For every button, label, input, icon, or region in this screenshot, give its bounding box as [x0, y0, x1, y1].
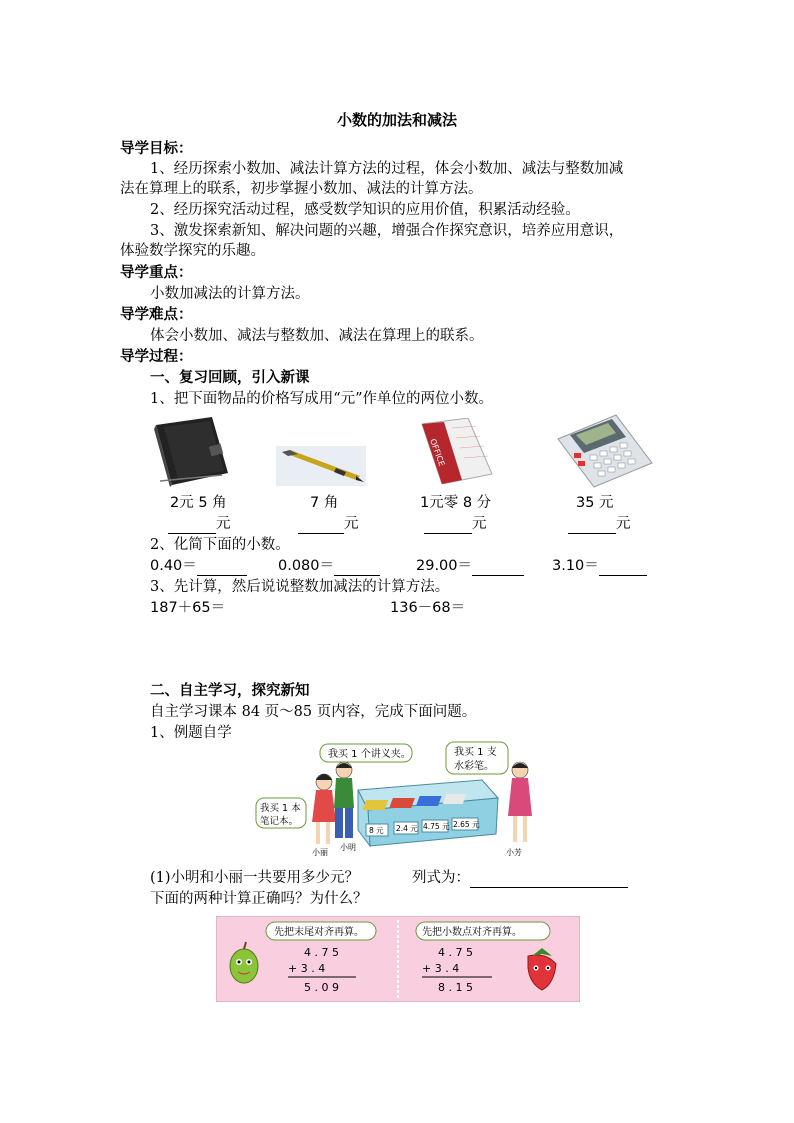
tag-price-1: 8 元 [369, 826, 384, 835]
comparison-panel [216, 916, 580, 1002]
tag-price-2: 2.4 元 [396, 824, 418, 833]
pen-image [276, 446, 366, 486]
left-row-2: + 3 . 4 [288, 962, 326, 975]
question-3: 3、先计算，然后说说整数加减法的计算方法。 [150, 579, 450, 595]
goal-3-line-2: 体验数学探究的乐趣。 [120, 243, 265, 259]
price-pen: 7 角 [310, 495, 339, 511]
calculator-image [556, 413, 654, 489]
calc-1: 187＋65＝ [150, 600, 226, 616]
book-image [418, 418, 494, 484]
calc-2: 136－68＝ [390, 600, 466, 616]
goal-1-line-1: 1、经历探索小数加、减法计算方法的过程，体会小数加、减法与整数加减 [150, 161, 624, 177]
bubble-left-top-text: 我买 1 个讲义夹。 [328, 749, 411, 760]
notebook-image [152, 415, 230, 487]
answer-pen: 元 [298, 514, 359, 534]
tag-price-4: 2.65 元 [453, 820, 480, 829]
question-1-text: (1)小明和小丽一共要用多少元？ [150, 870, 360, 886]
answer-calculator: 元 [568, 514, 631, 534]
formula-field[interactable]: 列式为： [412, 868, 628, 888]
shopping-illustration [250, 740, 546, 858]
bubble-right-top-line1: 我买 1 支 [454, 747, 497, 758]
bubble-right-top-line2: 水彩笔。 [454, 761, 494, 772]
simplify-3: 29.00＝ [416, 556, 524, 576]
process-heading: 导学过程： [120, 348, 193, 365]
key-heading: 导学重点： [120, 264, 193, 281]
name-xiaoming: 小明 [340, 843, 356, 852]
question-2: 2、化简下面的小数。 [150, 537, 290, 553]
goal-2: 2、经历探究活动过程，感受数学知识的应用价值，积累活动经验。 [150, 202, 580, 218]
girl-xiaofang [508, 762, 532, 842]
left-bubble-text: 先把末尾对齐再算。 [274, 927, 364, 938]
bubble-left-line1: 我买 1 本 [260, 803, 301, 814]
question-1: 1、把下面物品的价格写成用“元”作单位的两位小数。 [150, 391, 494, 407]
right-bubble-text: 先把小数点对齐再算。 [422, 927, 522, 938]
simplify-2: 0.080＝ [278, 556, 380, 576]
right-row-1: 4 . 7 5 [438, 946, 473, 959]
tag-price-3: 4.75 元 [423, 822, 450, 831]
key-text: 小数加减法的计算方法。 [150, 286, 310, 302]
name-xiaofang: 小芳 [506, 848, 522, 857]
girl-xiaoli [312, 774, 336, 844]
left-row-3: 5 . 0 9 [304, 981, 339, 994]
question-1b: 下面的两种计算正确吗？为什么？ [150, 891, 368, 907]
answer-notebook: 元 [168, 514, 231, 534]
section-2-intro: 自主学习课本 84 页～85 页内容，完成下面问题。 [150, 704, 477, 720]
difficulty-text: 体会小数加、减法与整数加、减法在算理上的联系。 [150, 328, 484, 344]
section-2-heading: 二、自主学习，探究新知 [150, 682, 310, 699]
page-title: 小数的加法和减法 [336, 111, 457, 129]
simplify-1: 0.40＝ [150, 556, 247, 576]
left-row-1: 4 . 7 5 [304, 946, 339, 959]
difficulty-heading: 导学难点： [120, 306, 193, 323]
answer-book: 元 [424, 514, 487, 534]
price-calculator: 35 元 [576, 495, 614, 511]
goal-1-line-2: 法在算理上的联系，初步掌握小数加、减法的计算方法。 [120, 181, 483, 197]
goals-heading: 导学目标： [120, 140, 193, 157]
bubble-left-line2: 笔记本。 [260, 816, 299, 827]
example-label: 1、例题自学 [150, 725, 232, 741]
price-notebook: 2元 5 角 [170, 495, 227, 511]
right-row-2: + 3 . 4 [422, 962, 460, 975]
right-row-3: 8 . 1 5 [438, 981, 473, 994]
simplify-4: 3.10＝ [552, 556, 647, 576]
goal-3-line-1: 3、激发探索新知、解决问题的兴趣，增强合作探究意识，培养应用意识， [150, 223, 624, 239]
book-cover-text: OFFICE [428, 437, 447, 468]
section-1-heading: 一、复习回顾，引入新课 [150, 369, 310, 386]
price-book: 1元零 8 分 [420, 495, 492, 511]
boy-xiaoming [334, 762, 354, 838]
name-xiaoli: 小丽 [312, 848, 328, 857]
